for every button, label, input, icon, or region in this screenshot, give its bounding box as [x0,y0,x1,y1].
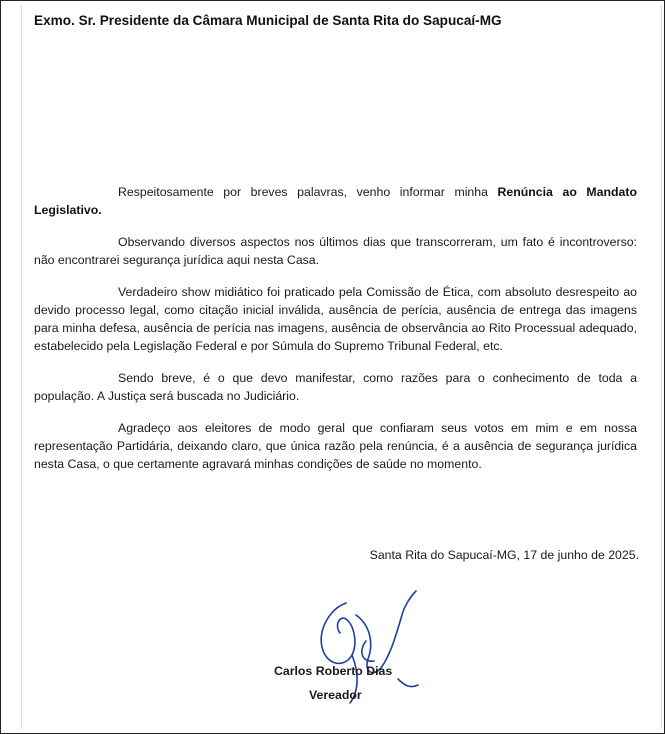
letter-date: Santa Rita do Sapucaí-MG, 17 de junho de 2025. [369,548,639,562]
signer-name: Carlos Roberto Dias [274,664,393,678]
letter-addressee: Exmo. Sr. Presidente da Câmara Municipal de Santa Rita do Sapucaí-MG [34,13,502,28]
paragraph-justica: Sendo breve, é o que devo manifestar, como razões para o conhecimento de toda a população. A Justiça será buscada no Judiciário. [34,371,637,403]
paragraph-comissao-etica: Verdadeiro show midiático foi praticado pela Comissão de Ética, com absoluto desrespeito ao devido processo legal, como citação inicial inválida, ausência de perícia, ausência de entrega das imagens para minha defesa, ausência de perícia nas imagens, ausência de observância ao Rito Processual adequado, estabelecido pela Legislação Federal e por Súmula do Supremo Tribunal Federal, etc. [34,285,637,353]
paragraph-seguranca: Observando diversos aspectos nos últimos dias que transcorreram, um fato é incontroverso: não encontrarei segurança jurídica aqui nesta Casa. [34,235,637,267]
paragraph-agradecimento: Agradeço aos eleitores de modo geral que confiaram seus votos em mim e em nossa representação Partidária, deixando claro, que única razão pela renúncia, é a ausência de segurança jurídica nesta Casa, o que certamente agravará minhas condições de saúde no momento. [34,421,637,471]
paragraph-renuncia [34,183,637,219]
paragraph-renuncia-bold: Renúncia ao Mandato Legislativo. [34,185,637,217]
paragraph-renuncia-text: Respeitosamente por breves palavras, venho informar minha [118,185,498,199]
letter-body [34,183,637,487]
signer-role: Vereador [309,688,362,702]
